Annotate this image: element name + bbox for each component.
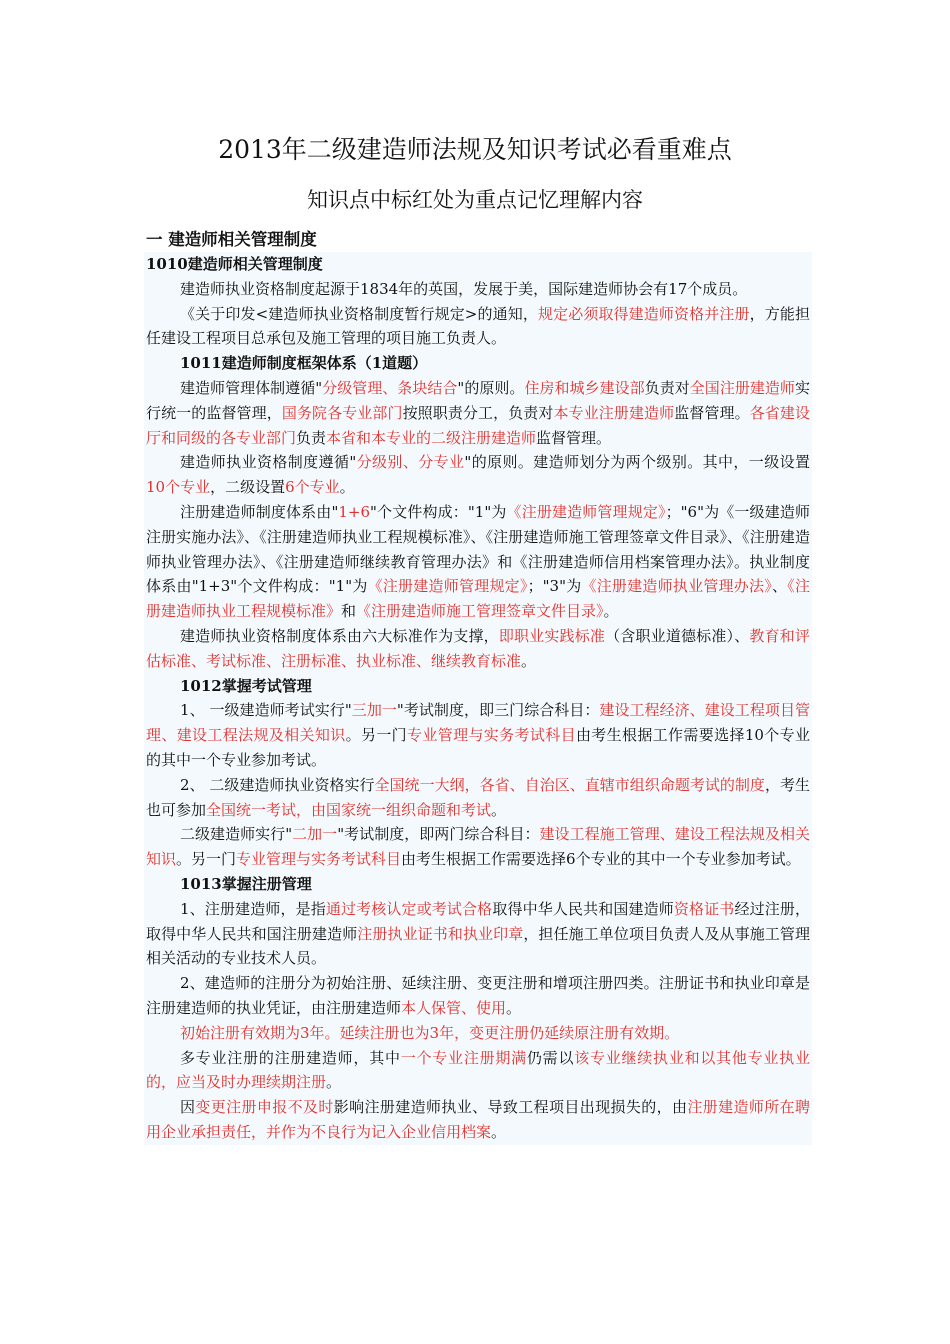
paragraph-13: 多专业注册的注册建造师，其中一个专业注册期满仍需以该专业继续执业和以其他专业执业的，应当及时办理续期注册。 — [146, 1048, 810, 1092]
paragraph-11: 2、建造师的注册分为初始注册、延续注册、变更注册和增项注册四类。注册证书和执业印章是注册建造师的执业凭证，由注册建造师本人保管、使用。 — [146, 974, 810, 1017]
paragraph-8: 2、 二级建造师执业资格实行全国统一大纲，各省、自治区、直辖市组织命题考试的制度，考生也可参加全国统一考试，由国家统一组织命题和考试。 — [146, 775, 810, 819]
heading-1012: 1012掌握考试管理 — [180, 676, 312, 695]
heading-1013: 1013掌握注册管理 — [180, 874, 312, 893]
content-block — [144, 252, 812, 1145]
heading-1011: 1011建造师制度框架体系（1道题） — [180, 354, 428, 373]
paragraph-2: 《关于印发<建造师执业资格制度暂行规定>的通知，规定必须取得建造师资格并注册，方能担任建设工程项目总承包及施工管理的项目施工负责人。 — [146, 304, 810, 348]
document-subtitle: 知识点中标红处为重点记忆理解内容 — [307, 188, 643, 212]
heading-1010: 1010建造师相关管理制度 — [146, 255, 323, 273]
section-heading: 一 建造师相关管理制度 — [146, 230, 317, 249]
paragraph-1: 建造师执业资格制度起源于1834年的英国，发展于美，国际建造师协会有17个成员。 — [180, 279, 748, 298]
paragraph-6: 建造师执业资格制度体系由六大标准作为支撑，即职业实践标准（含职业道德标准）、教育和评估标准、考试标准、注册标准、执业标准、继续教育标准。 — [146, 626, 810, 670]
paragraph-7: 1、 一级建造师考试实行"三加一"考试制度，即三门综合科目：建设工程经济、建设工程项目管理、建设工程法规及相关知识。另一门专业管理与实务考试科目由考生根据工作需要选择10个专业的其中一个专业参加考试。 — [146, 701, 810, 769]
paragraph-4: 建造师执业资格制度遵循"分级别、分专业"的原则。建造师划分为两个级别。其中，一级设置10个专业，二级设置6个专业。 — [146, 453, 810, 497]
document-title: 2013年二级建造师法规及知识考试必看重难点 — [218, 135, 732, 164]
paragraph-9: 二级建造师实行"二加一"考试制度，即两门综合科目：建设工程施工管理、建设工程法规及相关知识。另一门专业管理与实务考试科目由考生根据工作需要选择6个专业的其中一个专业参加考试。 — [146, 825, 810, 869]
paragraph-5: 注册建造师制度体系由"1+6"个文件构成："1"为《注册建造师管理规定》；"6"为《一级建造师注册实施办法》、《注册建造师执业工程规模标准》、《注册建造师施工管理签章文件目录》、《注册建造师执业管理办法》、《注册建造师继续教育管理办法》和《注册建造师信用档案管理办法》。执业制度体系由"1+3"个文件构成："1"为《注册建造师管理规定》；"3"为《注册建造师执业管理办法》、《注册建造师执业工程规模标准》和《注册建造师施工管理签章文件目录》。 — [146, 502, 810, 621]
paragraph-14: 因变更注册申报不及时影响注册建造师执业、导致工程项目出现损失的，由注册建造师所在聘用企业承担责任，并作为不良行为记入企业信用档案。 — [146, 1098, 810, 1141]
paragraph-12: 初始注册有效期为3年。延续注册也为3年，变更注册仍延续原注册有效期。 — [180, 1023, 680, 1042]
paragraph-10: 1、注册建造师，是指通过考核认定或考试合格取得中华人民共和国建造师资格证书经过注册，取得中华人民共和国注册建造师注册执业证书和执业印章，担任施工单位项目负责人及从事施工管理相关活动的专业技术人员。 — [146, 899, 810, 968]
paragraph-3: 建造师管理体制遵循"分级管理、条块结合"的原则。住房和城乡建设部负责对全国注册建造师实行统一的监督管理，国务院各专业部门按照职责分工，负责对本专业注册建造师监督管理。各省建设厅和同级的各专业部门负责本省和本专业的二级注册建造师监督管理。 — [146, 378, 810, 447]
